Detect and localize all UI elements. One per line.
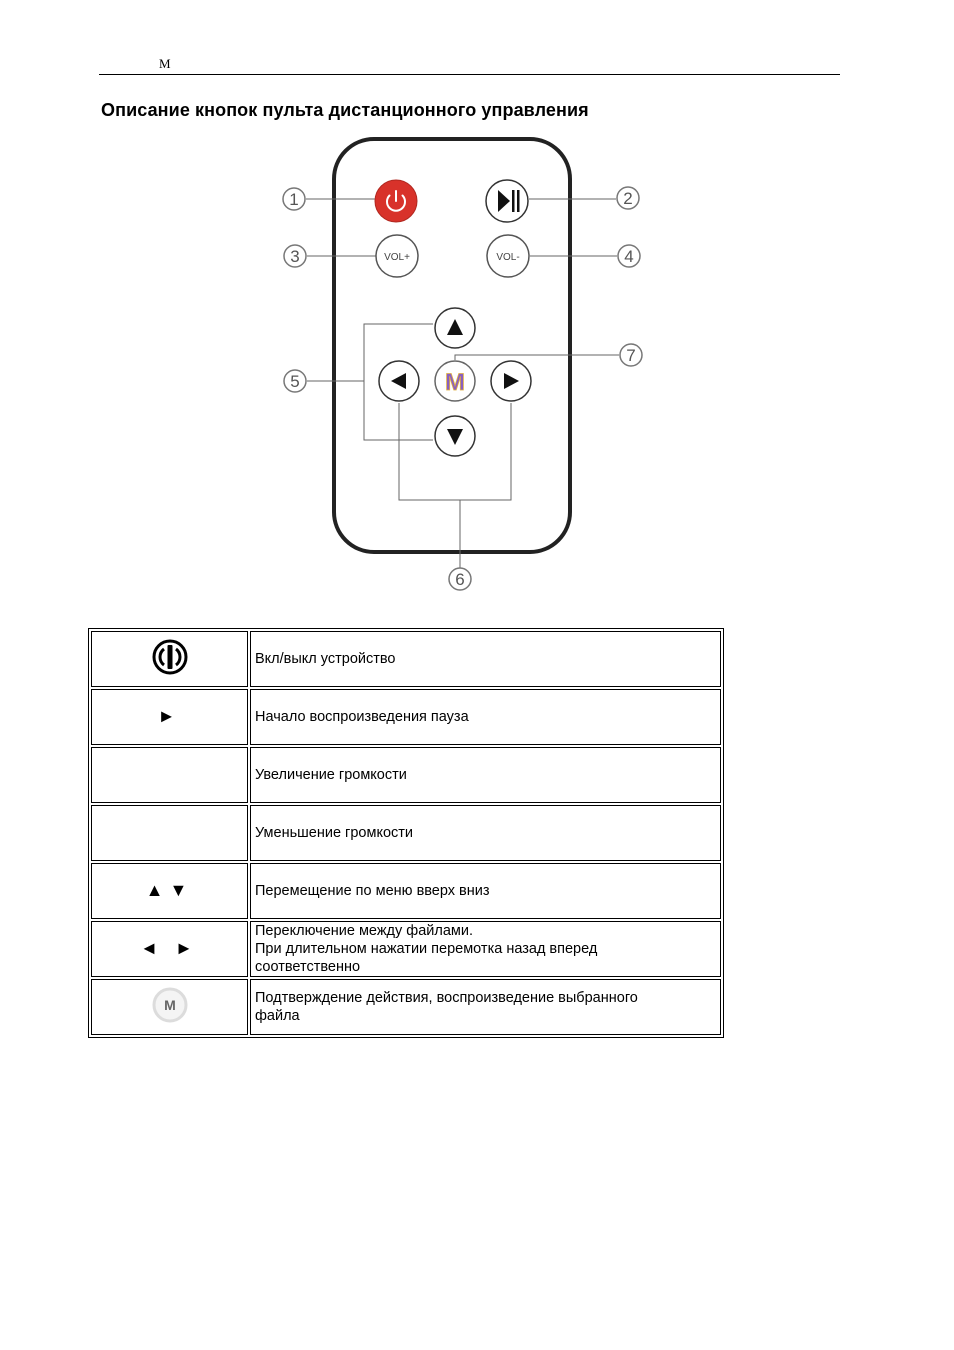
down-button (435, 416, 475, 456)
description-text: соответственно (255, 959, 361, 975)
description-cell (250, 921, 721, 977)
callout-1-label: 1 (289, 190, 299, 209)
vol-minus-button (487, 235, 529, 277)
table-row (91, 805, 721, 861)
icon-cell (91, 747, 248, 803)
callout-6-label: 6 (455, 570, 465, 589)
description-cell (250, 747, 721, 803)
description-cell (250, 805, 721, 861)
description-cell (250, 863, 721, 919)
description-text: Переключение между файлами. (255, 923, 473, 939)
menu-m-text: M (163, 996, 176, 1013)
icon-cell (91, 863, 248, 919)
callout-7-label: 7 (626, 346, 636, 365)
table-row (91, 863, 721, 919)
description-text: Вкл/выкл устройство (255, 651, 396, 667)
up-down-icon: ▲▼ (145, 880, 194, 900)
description-cell (250, 979, 721, 1035)
menu-m-label: M (445, 369, 465, 396)
callout-5-label: 5 (290, 372, 300, 391)
icon-cell (91, 921, 248, 977)
callout-3-label: 3 (290, 247, 300, 266)
left-right-icon: ◄ ► (140, 938, 199, 958)
table-row (91, 979, 721, 1035)
vol-plus-button (376, 235, 418, 277)
vol-plus-label: VOL+ (384, 252, 410, 263)
callout-2-label: 2 (623, 189, 633, 208)
icon-cell (91, 689, 248, 745)
icon-cell (91, 979, 248, 1035)
description-cell (250, 631, 721, 687)
callout-4-label: 4 (624, 247, 634, 266)
menu-button (435, 361, 475, 401)
up-button (435, 308, 475, 348)
play-icon: ► (157, 706, 182, 726)
description-text: При длительном нажатии перемотка назад вперед (255, 941, 598, 957)
description-text: Подтверждение действия, воспроизведение выбранного (255, 990, 638, 1006)
power-icon (152, 639, 188, 675)
right-button (491, 361, 531, 401)
page-title: Описание кнопок пульта дистанционного управления (101, 100, 589, 120)
left-button (379, 361, 419, 401)
description-text: Перемещение по меню вверх вниз (255, 883, 490, 899)
description-text: файла (255, 1008, 300, 1024)
icon-cell (91, 631, 248, 687)
remote-diagram (0, 0, 954, 610)
table-row (91, 689, 721, 745)
table-row (91, 747, 721, 803)
icon-cell (91, 805, 248, 861)
power-button (375, 180, 417, 222)
menu-m-icon (148, 987, 192, 1023)
description-text: Уменьшение громкости (255, 825, 413, 841)
vol-minus-label: VOL- (496, 252, 520, 263)
description-text: Увеличение громкости (255, 767, 407, 783)
table-row (91, 921, 721, 977)
table-row (91, 631, 721, 687)
button-description-table (88, 628, 724, 1038)
play-pause-button (486, 180, 528, 222)
header-letter: M (159, 56, 171, 71)
description-cell (250, 689, 721, 745)
description-text: Начало воспроизведения пауза (255, 709, 469, 725)
